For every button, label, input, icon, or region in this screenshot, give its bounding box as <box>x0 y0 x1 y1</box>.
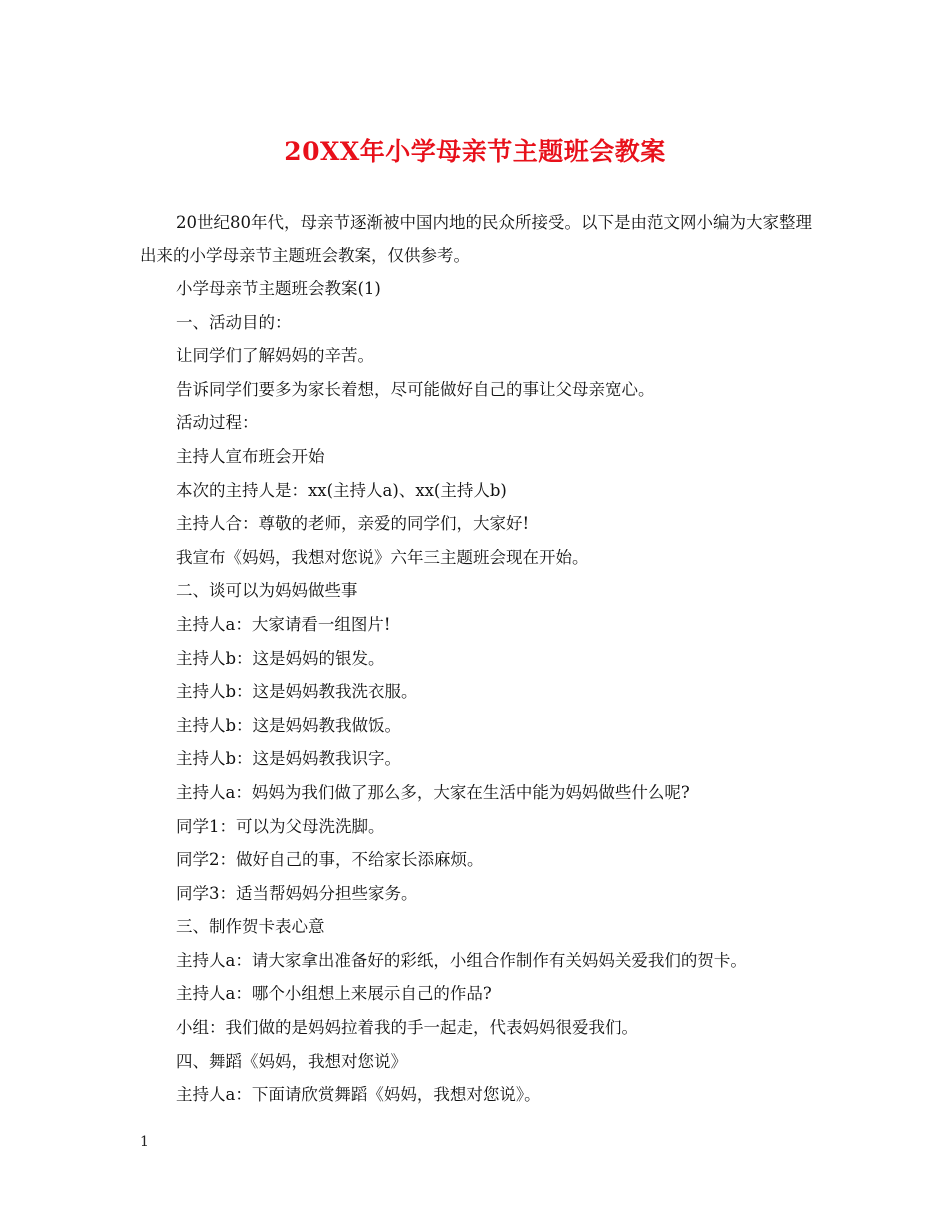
text-line: 主持人b：这是妈妈的银发。 <box>176 648 385 668</box>
text-line: 主持人宣布班会开始 <box>176 446 325 466</box>
text-line: 小组：我们做的是妈妈拉着我的手一起走，代表妈妈很爱我们。 <box>176 1018 638 1038</box>
text-line: 主持人b：这是妈妈教我做饭。 <box>176 715 402 735</box>
text-line: 主持人a：下面请欣赏舞蹈《妈妈，我想对您说》。 <box>176 1085 541 1105</box>
text-line: 我宣布《妈妈，我想对您说》六年三主题班会现在开始。 <box>176 547 589 567</box>
text-line: 让同学们了解妈妈的辛苦。 <box>176 346 374 366</box>
text-line: 同学3：适当帮妈妈分担些家务。 <box>176 883 418 903</box>
text-line: 同学1：可以为父母洗洗脚。 <box>176 816 385 836</box>
text-line: 一、活动目的： <box>176 312 292 332</box>
document-title: 20XX年小学母亲节主题班会教案 <box>284 137 666 166</box>
text-line: 主持人a：妈妈为我们做了那么多，大家在生活中能为妈妈做些什么呢? <box>176 782 690 802</box>
page-number: 1 <box>140 1134 149 1150</box>
text-line: 二、谈可以为妈妈做些事 <box>176 581 358 601</box>
text-line: 主持人a：大家请看一组图片! <box>176 614 391 634</box>
text-line: 活动过程： <box>176 413 259 433</box>
text-line: 主持人a：哪个小组想上来展示自己的作品? <box>176 984 492 1004</box>
text-line: 小学母亲节主题班会教案(1) <box>176 279 381 298</box>
text-line: 主持人b：这是妈妈教我识字。 <box>176 749 402 769</box>
content-lines <box>140 272 820 1112</box>
text-line: 主持人合：尊敬的老师，亲爱的同学们，大家好! <box>176 514 530 534</box>
text-line: 三、制作贺卡表心意 <box>176 917 325 937</box>
text-line: 同学2：做好自己的事，不给家长添麻烦。 <box>176 850 484 870</box>
intro-paragraph: 20世纪80年代，母亲节逐渐被中国内地的民众所接受。以下是由范文网小编为大家整理出来的小学母亲节主题班会教案，仅供参考。 <box>140 213 812 265</box>
document-body <box>140 206 820 1112</box>
text-line: 本次的主持人是：xx(主持人a)、xx(主持人b) <box>176 480 507 500</box>
text-line: 四、舞蹈《妈妈，我想对您说》 <box>176 1051 407 1071</box>
text-line: 主持人a：请大家拿出准备好的彩纸，小组合作制作有关妈妈关爱我们的贺卡。 <box>176 950 747 970</box>
text-line: 告诉同学们要多为家长着想，尽可能做好自己的事让父母亲宽心。 <box>176 379 655 399</box>
text-line: 主持人b：这是妈妈教我洗衣服。 <box>176 682 418 702</box>
